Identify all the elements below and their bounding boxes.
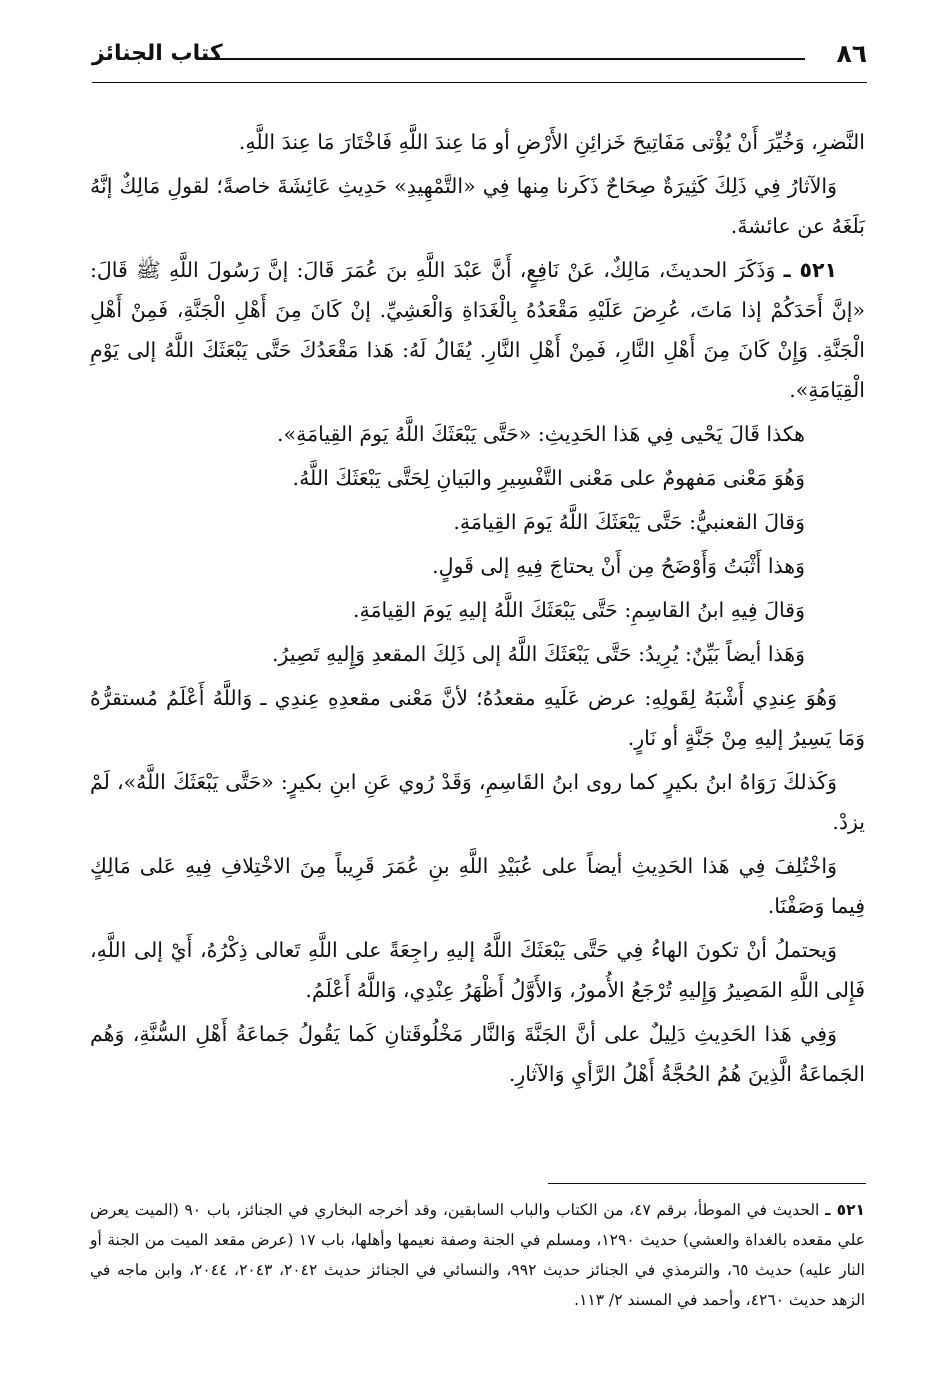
paragraph: وَيحتملُ أنْ تكونَ الهاءُ فِي حَتَّى يَبْعَثَكَ اللَّهُ إليهِ راجِعَةً على اللَّهِ تَعالى ذِكْرُهُ، أَيْ إلى اللَّهِ، فَإِلى اللَّهِ المَصِيرُ وَإِليهِ تُرْجَعُ الأُمورُ، وَالأَوَّلُ أَظْهَرُ عِنْدِي، وَاللَّهُ أَعْلَمُ. xyxy=(90,938,865,1002)
paragraph: وَقالَ فِيهِ ابنُ القاسِمِ: حَتَّى يَبْعَثَكَ اللَّهُ إليهِ يَومَ القِيامَةِ. xyxy=(352,598,805,622)
footnotes xyxy=(90,1195,865,1315)
paragraph: النَّضرِ، وَخُيِّرَ أَنْ يُؤْتى مَفَاتِيحَ خَزائِنِ الأَرْضِ أو مَا عِندَ اللَّهِ فَاخْتَارَ مَا عِندَ اللَّهِ. xyxy=(238,130,865,154)
hadith-paragraph xyxy=(90,250,865,410)
paragraph: وَفِي هَذا الحَدِيثِ دَلِيلٌ على أنَّ الجَنَّةَ وَالنَّار مَخْلُوقَتانِ كَما يَقُولُ جَماعَةُ أَهْلِ السُّنَّةِ، وَهُم الجَماعَةُ الَّذِينَ هُمُ الحُجَّةُ أَهْلُ الرَّأيِ وَالآثارِ. xyxy=(90,1022,865,1086)
page-header xyxy=(92,34,867,74)
paragraph: وَكَذلكَ رَوَاهُ ابنُ بكيرٍ كما روى ابنُ القَاسِمِ، وَقَدْ رُوي عَنِ ابنِ بكيرٍ: «حَتَّى يَبْعَثَكَ اللَّهُ»، لَمْ يزدْ. xyxy=(90,770,865,834)
header-rule xyxy=(204,58,805,60)
page-number: ٨٦ xyxy=(836,39,867,68)
paragraph: وَهذا أَثْبَتُ وَأَوْضَحُ مِن أَنْ يحتاجَ فِيهِ إلى قَولٍ. xyxy=(432,554,805,578)
paragraph: وَهُوَ عِندِي أَشْبَهُ لِقَولِهِ: عرض عَلَيهِ مقعدُهُ؛ لأنَّ مَعْنى مقعدِهِ عِندِي ـ وَاللَّهُ أَعْلَمُ مُستقرُّهُ وَمَا يَسِيرُ إليهِ مِنْ جَنَّةٍ أو نَارٍ. xyxy=(90,686,865,750)
paragraph: وَالآثارُ فِي ذَلِكَ كَثِيرَةٌ صِحَاحٌ ذَكَرنا مِنها فِي «التَّمْهِيدِ» حَدِيثِ عَائِشَةَ خاصةً؛ لقولِ مَالِكٌ إنَّهُ بَلَغَهُ عن عائشةَ. xyxy=(90,174,865,238)
paragraph: هكذا قَالَ يَحْيى فِي هَذا الحَدِيثِ: «حَتَّى يَبْعَثَكَ اللَّهُ يَومَ القِيامَةِ». xyxy=(277,422,805,446)
header-divider xyxy=(92,82,867,83)
paragraph: وَاخْتُلِفَ فِي هَذا الحَدِيثِ أيضاً على عُبَيْدِ اللَّهِ بنِ عُمَرَ قَرِيباً مِنَ الاخْتِلافِ فِيهِ عَلى مَالِكٍ فِيما وَصَفْنَا. xyxy=(90,854,865,918)
main-text xyxy=(90,122,865,1098)
paragraph: وَهُوَ مَعْنى مَفهومٌ على مَعْنى التَّفْسِيرِ والبَيانِ لِحَتَّى يَبْعَثَكَ اللَّهُ. xyxy=(292,466,805,490)
paragraph: وَقالَ القعنبيُّ: حَتَّى يَبْعَثَكَ اللَّهُ يَومَ القِيامَةِ. xyxy=(453,510,805,534)
paragraph: وَهَذا أيضاً بَيِّنٌ: يُرِيدُ: حَتَّى يَبْعَثَكَ اللَّهُ إلى ذَلِكَ المقعدِ وَإِليهِ تَصِيرُ. xyxy=(272,642,805,666)
footnote-divider xyxy=(548,1183,866,1184)
hadith-number: ٥٢١ ـ xyxy=(783,258,837,282)
footnote-number: ٥٢١ ـ xyxy=(825,1201,865,1219)
footnote xyxy=(90,1195,865,1315)
running-title: كتاب الجنائز xyxy=(92,41,223,66)
hadith-text: وَذَكَرَ الحديثَ، مَالِكٌ، عَنْ نَافِعٍ، أَنَّ عَبْدَ اللَّهِ بنَ عُمَرَ قَالَ: إنَّ رَسُولَ اللَّهِ ﷺ قَالَ: «إنَّ أَحَدَكُمْ إذا مَاتَ، عُرِضَ عَلَيْهِ مَقْعَدُهُ بِالْغَدَاةِ وَالْعَشِيِّ. إنْ كَانَ مِنَ أَهْلِ الْجَنَّةِ، فَمِنْ أَهْلِ الْجَنَّةِ. وَإِنْ كَانَ مِنَ أَهْلِ النَّارِ، فَمِنْ أَهْلِ النَّارِ. يُقَالُ لَهُ: هَذا مَقْعَدُكَ حَتَّى يَبْعَثَكَ اللَّهُ إلى يَوْمِ الْقِيَامَةِ». xyxy=(90,258,865,402)
footnote-text: الحديث في الموطأ، برقم ٤٧، من الكتاب والباب السابقين، وقد أخرجه البخاري في الجنائز، باب ٩٠ (الميت يعرض علي مقعده بالغداة والعشي) حديث ١٢٩٠، ومسلم في الجنة وصفة نعيمها وأهلها، باب ١٧ (عرض مقعد الميت من الجنة أو النار عليه) حديث ٦٥، والترمذي في الجنائز حديث ٩٩٢، والنسائي في الجنائز حديث ٢٠٤٢، ٢٠٤٣، ٢٠٤٤، وابن ماجه في الزهد حديث ٤٢٦٠، وأحمد في المسند ٢/ ١١٣. xyxy=(90,1201,865,1309)
